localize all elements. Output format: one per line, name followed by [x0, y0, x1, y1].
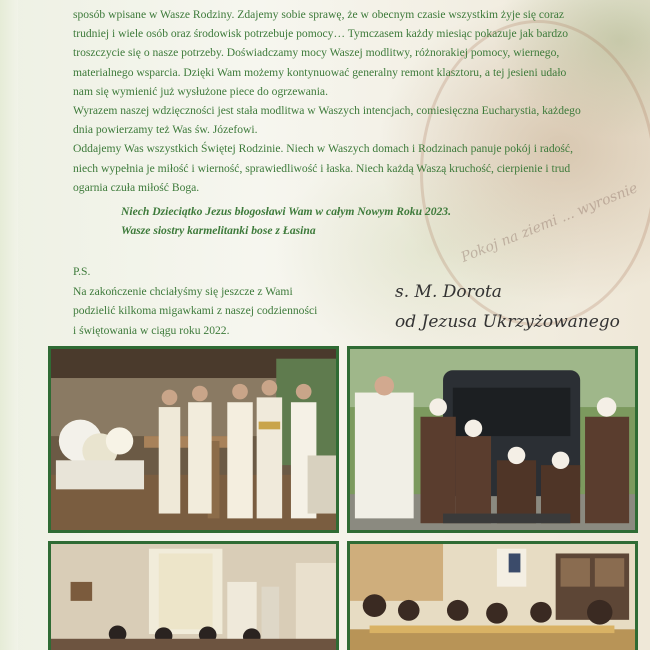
- closing-line: Wasze siostry karmelitanki bose z Łasina: [121, 224, 316, 237]
- paragraph-line: materialnego wsparcia. Dzięki Wam możemy kontynuować generalny remont klasztoru, a tej jesieni udało: [73, 65, 567, 79]
- paragraph-line: nam się wymienić już wysłużone piece do ogrzewania.: [73, 84, 328, 98]
- paragraph-line: niech wypełnia je miłość i wierność, sprawiedliwość i łaska. Niech każdą Waszą kruchość, cierpienie i trud: [73, 161, 571, 175]
- postscript-line: i świętowania w ciągu roku 2022.: [73, 323, 230, 337]
- postscript-line: Na zakończenie chciałyśmy się jeszcze z Wami: [73, 284, 293, 298]
- postscript: [73, 262, 317, 340]
- paragraph-line: trudniej i wiele osób oraz środowisk potrzebuje pomocy… Tymczasem każdy miesiąc pokazuje jak bardzo: [73, 27, 569, 41]
- signature-title: od Jezusa Ukrzyżowanego: [395, 312, 620, 332]
- background-watermark-text: Pokoj na ziemi ... wyrosnie: [458, 180, 641, 266]
- left-margin-strip: [0, 0, 18, 650]
- photo-outdoor-mass-image: [51, 349, 336, 530]
- photo-nuns-at-table: [347, 541, 638, 650]
- paragraph-line: sposób wpisane w Wasze Rodziny. Zdajemy sobie sprawę, że w obecnym czasie wszystkim żyje się coraz: [73, 8, 565, 21]
- paragraph-line: ogarnia czuła miłość Boga.: [73, 180, 200, 194]
- signature-name: s. M. Dorota: [395, 282, 502, 302]
- letter-body: [73, 5, 643, 197]
- postscript-line: podzielić kilkoma migawkami z naszej codzienności: [73, 304, 318, 317]
- photo-nuns-at-table-image: [350, 544, 635, 650]
- postscript-label: P.S.: [73, 265, 91, 278]
- photo-nuns-in-room-image: [51, 544, 336, 650]
- paragraph-line: troszczycie się o nasze potrzeby. Doświadczamy mocy Waszej modlitwy, różnorakiej pomocy, wiernego,: [73, 46, 560, 60]
- blessing-line: Niech Dzieciątko Jezus błogosławi Wam w całym Nowym Roku 2023.: [121, 205, 451, 218]
- paragraph-line: Wyrazem naszej wdzięczności jest stała modlitwa w Waszych intencjach, comiesięczna Eucharystia, każdego: [73, 104, 581, 118]
- paragraph-line: dnia powierzamy też Was św. Józefowi.: [73, 123, 258, 137]
- photo-nuns-in-room: [48, 541, 339, 650]
- photo-outdoor-mass: [48, 346, 339, 533]
- photo-group-by-car-image: [350, 349, 635, 530]
- photo-group-by-car: [347, 346, 638, 533]
- paragraph-line: Oddajemy Was wszystkich Świętej Rodzinie. Niech w Waszych domach i Rodzinach panuje pokój i radość,: [73, 142, 573, 156]
